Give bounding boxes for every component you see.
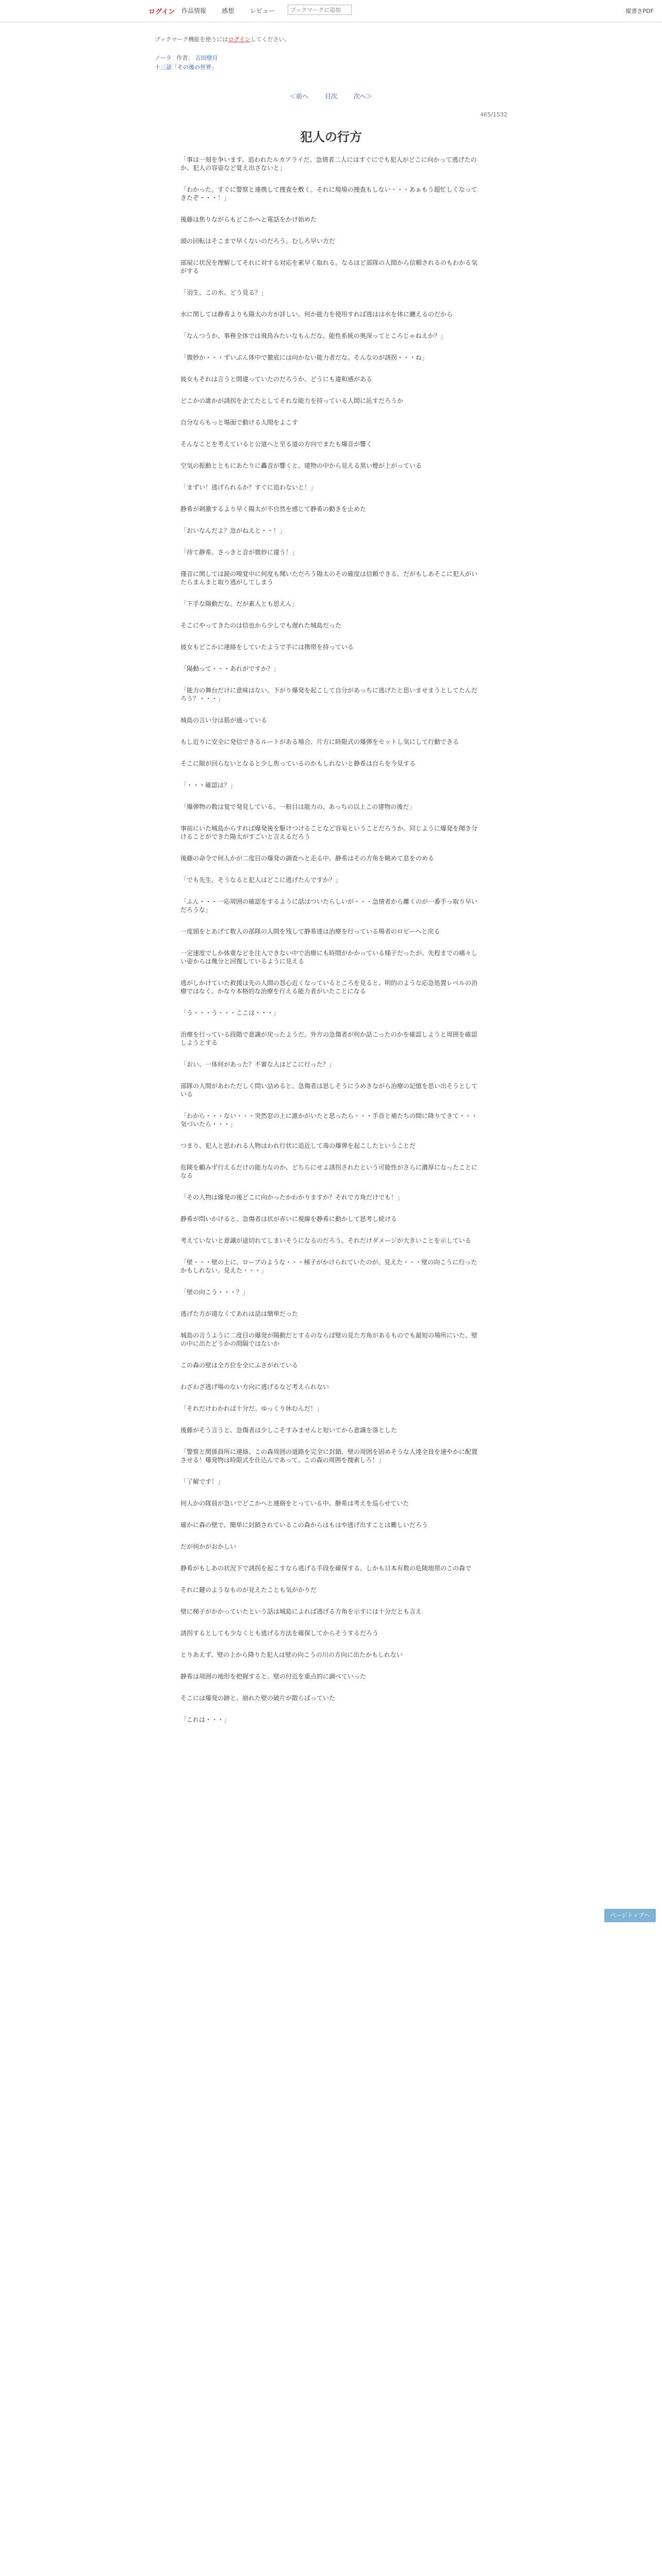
nav-link-review[interactable]: レビュー [250,7,275,14]
body-paragraph: 僅音に関しては鋭の嗅覚中に何度も聞いただろう陽太のその確度は信頼できる。だがもしあそこに犯人がいたらまんまと取り逃がしてしまう [180,570,478,586]
body-paragraph: 後藤は焦りながらもどこかへと電話をかけ始めた [180,216,317,223]
body-paragraph: 一定速度でしか体重などを注入できない中で治療にも時間がかかっている様子だったが、先程までの痛々しい姿からは幾分と回復しているように見える [180,950,478,965]
body-paragraph: 「警察と関係員所に連絡、この森周囲の道路を完全に封鎖、壁の周囲を固めそうな人達全員を速やかに配置させる！爆発物は時限式を仕込んであって、この森の周囲を捜索しろ！」 [180,1448,478,1464]
body-paragraph: そこには爆発の跡と、崩れた壁の破片が散らばっていた [180,1694,336,1702]
body-paragraph: 「それだけわかれば十分だ。ゆっくり休むんだ！」 [180,1405,323,1412]
page-top-button[interactable]: ページトップへ [604,1909,656,1922]
body-paragraph: 自分ならもっと場面で動ける人間をよこす [180,419,299,426]
series-link[interactable]: ノーラ [155,55,172,61]
body-paragraph: 壁に梯子がかかっていたという話は城島によれば逃げる方角を示すには十分だとも言え [180,1608,422,1615]
body-paragraph: もし近りに安全に発信できるルートがある場合、片方に時限式の爆弾をセットし気にして行動できる [180,738,459,745]
episode-number: 465/1532 [480,111,507,118]
body-paragraph: 「まずい！逃げられるか？すぐに追わないと！」 [180,484,317,491]
body-paragraph: 「なんつうか、事務全体では飛鳥みたいなもんだな。能性系統の奥深ってところじゃねえか？」 [180,332,446,340]
episode-subtitle: 犯人の行方 [300,130,362,144]
body-paragraph: 「了解です！」 [180,1478,224,1485]
bookmark-input[interactable] [288,5,352,15]
body-paragraph: 「事は一刻を争います。追われたルカアライだ、急情者二人にはすぐにでも犯人がどこに向かって逃げたのか、犯人の容姿など覚え出さないと」 [180,156,477,172]
next-link[interactable]: 次へ＞ [353,93,372,100]
author-label: 作者： [176,55,194,61]
body-paragraph: 何人かの隊員が急いでどこかへと連絡をとっている中、静希は考えを巡らせていた [180,1500,409,1507]
body-paragraph: 静希がもしあの状況下で誘拐を起こすなら逃げる手段を確保する。しかも日本有数の危険地帯のこの森で [180,1565,472,1572]
body-paragraph: だが何かがおかしい [180,1543,237,1550]
body-paragraph: 危険を顧みず行えるだけの能力なのか、どちらにせよ誘拐されたという可能性がさらに濃厚になったことになる [180,1164,478,1179]
notice-login-link[interactable]: ログイン [228,36,251,43]
body-paragraph: 「わから・・・ない・・・突然窓の上に誰かがいたと思ったら・・・手首と補たちの間に降りてきて・・・気づいたら・・・」 [180,1112,478,1128]
prev-link[interactable]: ＜前へ [290,93,309,100]
body-paragraph: 「下手な陽動だな。だが素人とも思えん」 [180,600,299,607]
body-paragraph: 「ふん・・・一応周囲の確認をするように話はついたらしいが・・・急情者から離くのが一番手っ取り早いだろうな」 [180,898,478,913]
notice-text-post: してください。 [250,36,290,43]
body-paragraph: 部隊の人間があわただしく問い詰めると、急傷者は思しそうにうめきながら治療の記憶を思い出そうとしている [180,1082,478,1098]
body-paragraph: 考えていないと意識が途切れてしまいそうになるのだろう。それだけダメージが大きいことを示している [180,1237,471,1244]
body-paragraph: 「羽生、この水、どう見る？」 [180,289,268,296]
body-paragraph: 確かに森の壁で、簡単に封鎖されているこの森からはもはや逃げ出すことは難しいだろう [180,1521,428,1529]
body-paragraph: 「微妙か・・・ずいぶん体中で徹底には向かない能力者だな。そんなのが誘拐・・・ね」 [180,354,428,361]
body-paragraph: 「陽動って・・・あれがですか？」 [180,665,280,672]
body-paragraph: 静希が刺激するより早く陽太が不自然を感じて静希の動きを止めた [180,505,367,513]
body-paragraph: 静希が問いかけると、急傷者は状が赤いに視線を静希に動かして思考し続ける [180,1215,398,1223]
nav-link-impressions[interactable]: 感想 [222,7,235,14]
body-paragraph: それに鍵のようなものが見えたことも気がかりだ [180,1586,317,1594]
body-paragraph: 城島の言うように二度目の爆発が陽動だとするのならば壁の見た方角があるものでも最短の場所にいた、壁の中に出たどうかの間隔ではないか [180,1332,478,1347]
series-row [155,54,218,62]
nav-link-info[interactable]: 作品情報 [181,7,207,14]
body-paragraph: 「でも先生、そうなると犯人はどこに逃げたんですか？」 [180,876,342,884]
login-link[interactable]: ログイン [148,8,175,16]
body-paragraph: 「待て静希、さっきと音が微妙に違う！」 [180,549,299,556]
vertical-pdf-link[interactable]: 縦書きPDF [625,8,654,14]
novel-body [180,156,479,1737]
notice-text-pre: ブックマーク機能を使うには [155,36,228,43]
login-notice [155,35,290,43]
body-paragraph: 「おい、一体何があった？不審な人はどこに行った？」 [180,1061,335,1068]
body-paragraph: 「・・・確認は？」 [180,782,237,789]
body-paragraph: 彼女もそれは言うと間違っていたのだろうか、どうにも違和感がある [180,376,373,383]
body-paragraph: 静希は周囲の地形を把握すると、壁の付近を重点的に調べていった [180,1673,367,1680]
body-paragraph: つまり、犯人と思われる人物はわれ行状に追近して毒の爆弾を起こしたということだ [180,1142,416,1149]
body-paragraph: 城島の言い分は筋が通っている [180,717,268,724]
body-paragraph: 「その人物は爆発の後どこに向かったかわかりますか？それで方角だけでも！」 [180,1194,404,1201]
chapter-link[interactable]: 十三話「その後の世界」 [155,64,217,71]
body-paragraph: わざわざ逃げ場のない方向に逃げるなど考えられない [180,1383,329,1391]
body-paragraph: 治療を行っている段階で意識が戻ったようだ。外方の急傷者が何か話こったのかを確認しようと周囲を確認しようとする [180,1031,477,1046]
body-paragraph: 「う・・・う・・・ここは・・・」 [180,1009,280,1016]
body-paragraph: 逃げた方が遠なくてあれは話は簡単だった [180,1310,299,1317]
body-paragraph: そこに隙が回らないとなると少し焦っているのかもしれないと静希は自らを今見する [180,760,416,767]
body-paragraph: この森の壁は全方位を全にふさがれている [180,1362,299,1369]
body-paragraph: そんなことを考えていると公道へと至る道の方向でまたも爆音が響く [180,440,373,448]
body-paragraph: 「これは・・・」 [180,1716,230,1723]
body-paragraph: どこかの誰かが誘拐を企てたとしてそれな能力を持っている人間に託すだろうか [180,397,404,404]
body-paragraph: 事前にいた城島からすれば爆発後を駆けつけることなど容易ということだろうか。同じように爆発を聞き分けることができた陽太がすごいと言えるだろう [180,825,478,840]
body-paragraph: 逃がしかけていた救援は先の人間の怨心近くなっているところを見ると、明的のような応急処置レベルの治療ではなく、かなり本格的な治療を行える能力者がいたことになる [180,979,478,995]
body-paragraph: 後藤がそう言うと、急傷者は少しこそすみませんと短いてから意識を落とした [180,1427,398,1434]
body-paragraph: 水に関しては静希よりも陽太の方が詳しい。何か能力を使用すれば逃はは水を体に纏えるのだから [180,311,453,318]
author-link[interactable]: 吉田壁月 [195,55,218,61]
body-paragraph: 一度頭をとあげて数人の部隊の人間を残して静希達は治療を行っている場者のロビーへと戻る [180,928,440,935]
toc-link[interactable]: 目次 [324,93,337,100]
body-paragraph: 彼女もどこかに連絡をしていたようで手には携帯を持っている [180,643,354,651]
chapter-title [155,63,217,71]
body-paragraph: 後藤の命令で何人かが二度目の爆発の調査へと走る中、静希はその方角を眺めて息をのめる [180,855,435,862]
body-paragraph: 「能力の舞台だけに意味はない。下がり爆発を起こして自分があっちに逃げたと思いませまうとしてたんだろう？・・・」 [180,687,477,702]
body-paragraph: 空気の振動とともにあたりに轟音が響くと、建物の中から見える黒い煙が上がっている [180,462,422,469]
body-paragraph: とりあえず、壁の上から降りた犯人は壁の向こうの川の方向に出たかもしれない [180,1651,403,1658]
body-paragraph: 「おいなんだよ？急がねえと・・！」 [180,527,286,534]
body-paragraph: 部屋に状況を理解してそれに対する対応を素早く取れる。なるほど部隊の人間から信頼されるのもわかる気がする [180,259,478,275]
body-paragraph: そこにやってきたのは信也から少しでも遅れた城島だった [180,622,342,629]
body-paragraph: 「わかった。すぐに警察と連携して捜査を敷く。それに現場の捜査もしない・・・あぁもう超忙しくなってきたぞ・・・！」 [180,186,477,201]
top-bar [0,0,662,22]
body-paragraph: 「爆弾物の数は覚で発見している。一般目は能力の、あっちの以上この建物の後だ」 [180,803,416,810]
body-paragraph: 誘拐するとしても少なくとも逃げる方法を確保してからそうするだろう [180,1630,379,1637]
body-paragraph: 「壁の向こう・・・？」 [180,1289,249,1296]
body-paragraph: 頭の回転はそこまで早くないのだろう。むしろ早い方だ [180,238,336,245]
body-paragraph: 「壁・・・壁の上に、ロープのような・・・梯子がかけられていたのが、見えた・・・壁の向こうに行ったかもしれない。見えた・・・」 [180,1259,477,1274]
pager [0,92,662,100]
